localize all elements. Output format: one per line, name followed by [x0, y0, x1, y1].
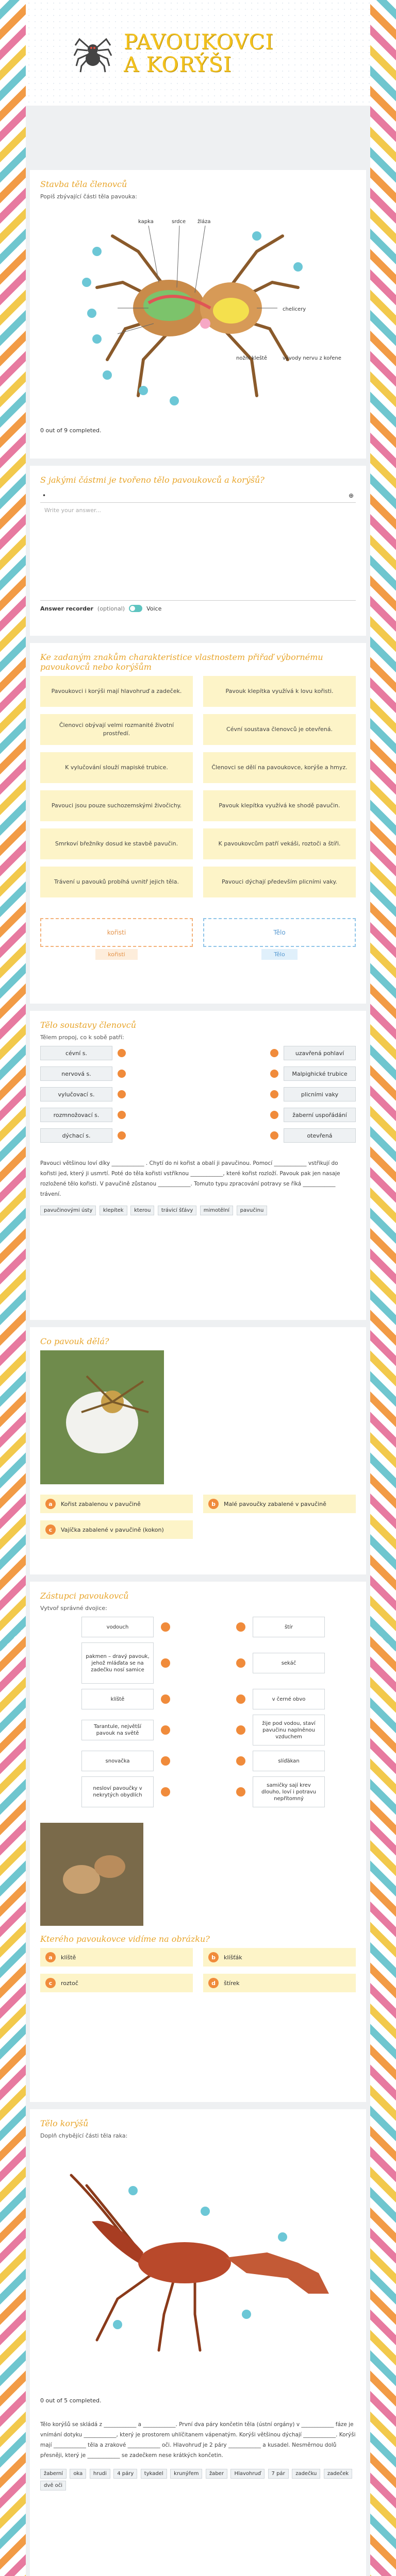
connect-dot[interactable] — [118, 1131, 126, 1140]
answer-textarea[interactable]: Write your answer... — [40, 503, 356, 601]
card-2[interactable]: Pavouk klepítka využívá k lovu kořisti. — [203, 676, 356, 707]
match-left[interactable]: dýchací s. — [40, 1128, 112, 1143]
match-pairs — [40, 1617, 356, 1807]
page-header — [26, 0, 370, 106]
optional-label: (optional) — [97, 605, 125, 612]
right-stripe-border — [370, 0, 396, 2576]
match-right[interactable]: v černé obvo — [253, 1689, 325, 1709]
word-bank — [40, 2468, 356, 2492]
drop-zone-koryši[interactable]: Tělo — [203, 918, 356, 947]
option-c[interactable]: c roztoč — [40, 1974, 193, 1992]
option-b[interactable]: b klíšťák — [203, 1948, 356, 1967]
word-chip[interactable]: krunýřem — [170, 2469, 202, 2479]
word-chip[interactable]: žaberní — [40, 2469, 67, 2479]
connect-dot[interactable] — [236, 1694, 245, 1704]
connect-dot[interactable] — [118, 1049, 126, 1057]
match-left[interactable]: rozmnožovací s. — [40, 1108, 112, 1122]
answer-options — [40, 1948, 356, 1992]
card-9[interactable]: Smrkoví břežníky dosud ke stavbě pavučin. — [40, 828, 193, 859]
section-title: Zástupci pavoukovců — [40, 1591, 129, 1601]
connect-dot[interactable] — [236, 1787, 245, 1797]
card-10[interactable]: K pavoukovcům patří vekáši, roztoči a štíři. — [203, 828, 356, 859]
photo-question: Kterého pavoukovce vidíme na obrázku? — [40, 1934, 210, 1944]
drop-tabs — [40, 949, 356, 960]
section-instruction: Doplň chybějící části těla raka: — [40, 2132, 128, 2139]
match-row — [40, 1066, 356, 1081]
option-b[interactable]: b Malé pavoučky zabalené v pavučině — [203, 1495, 356, 1513]
match-row — [40, 1046, 356, 1060]
match-right[interactable]: otevřená — [284, 1128, 356, 1143]
content-column — [30, 170, 366, 2576]
section-body-parts-question — [30, 466, 366, 636]
label-top-2: srdce — [172, 219, 186, 225]
match-left[interactable]: cévní s. — [40, 1046, 112, 1060]
spider-photo — [40, 1350, 164, 1484]
card-11[interactable]: Trávení u pavouků probíhá uvnitř jejich těla. — [40, 867, 193, 897]
fill-paragraph[interactable]: Pavouci většinou loví díky ____________ . Chytí do ni kořist a obalí ji pavučinou. Pomocí ____________ vstřikují do kořisti jed, který ji usmrtí. Poté do těla kořisti vstříknou ____________, které kořist rozloží. Pavouk pak jen nasaje rozložené tělo kořisti. V pavučině zůstanou ____________. Tomuto typu zpracování potravy se říká ____________ trávení. — [40, 1160, 340, 1197]
section-instruction: Vytvoř správné dvojice: — [40, 1605, 107, 1612]
page-title — [124, 31, 274, 76]
connect-dot[interactable] — [161, 1787, 170, 1797]
connect-dot[interactable] — [270, 1070, 278, 1078]
option-d[interactable]: d štírek — [203, 1974, 356, 1992]
score-text: 0 out of 9 completed. — [40, 427, 102, 434]
section-sort-characteristics — [30, 643, 366, 1004]
match-left[interactable]: vylučovací s. — [40, 1087, 112, 1101]
connect-dot[interactable] — [118, 1111, 126, 1119]
word-chip[interactable]: hrudi — [90, 2469, 110, 2479]
section-title: Ke zadaným znakům charakteristice vlastnostem přiřaď výbornému pavoukovců nebo korýšům — [40, 652, 323, 672]
title-line-1: PAVOUKOVCI — [124, 30, 274, 54]
match-right[interactable]: sekáč — [253, 1653, 325, 1673]
connect-dot[interactable] — [161, 1756, 170, 1766]
card-12[interactable]: Pavouci dýchají především plicními vaky. — [203, 867, 356, 897]
spider-logo-icon — [72, 32, 113, 73]
left-stripe-border — [0, 0, 26, 2576]
word-chip[interactable]: 4 páry — [113, 2469, 137, 2479]
label-right-3: vývody nervu z kořene — [283, 355, 341, 361]
match-left[interactable]: vodouch — [81, 1617, 154, 1637]
card-3[interactable]: Členovci obývají velmi rozmanité životní prostředí. — [40, 714, 193, 745]
numbered-list-icon[interactable]: ⊕ — [348, 492, 354, 499]
match-row — [40, 1128, 356, 1143]
connect-dot[interactable] — [236, 1756, 245, 1766]
answer-options — [40, 1495, 356, 1539]
editor-toolbar — [40, 489, 356, 503]
word-chip[interactable]: tykadel — [141, 2469, 167, 2479]
drop-zones — [40, 918, 356, 947]
option-a[interactable]: a Kořist zabalenou v pavučině — [40, 1495, 193, 1513]
connect-dot[interactable] — [161, 1725, 170, 1735]
word-chip[interactable]: pavučinu — [237, 1206, 268, 1215]
label-right-2: nožní kleště — [236, 355, 268, 361]
characteristic-cards — [40, 676, 356, 897]
connect-dot[interactable] — [161, 1658, 170, 1668]
word-bank — [40, 1205, 356, 1216]
section-crayfish-body — [30, 2109, 366, 2576]
match-right[interactable]: slíďákan — [253, 1751, 325, 1771]
answer-recorder — [40, 605, 356, 612]
card-7[interactable]: Pavouci jsou pouze suchozemskými živočichy. — [40, 790, 193, 821]
card-4[interactable]: Cévní soustava členovců je otevřená. — [203, 714, 356, 745]
recorder-label: Answer recorder — [40, 605, 93, 612]
spider-anatomy-diagram — [40, 205, 356, 421]
connect-dot[interactable] — [236, 1622, 245, 1632]
label-right-1: chelicery — [283, 307, 306, 312]
section-title: Tělo soustavy členovců — [40, 1020, 137, 1030]
word-chip[interactable]: pavučinovými ústy — [40, 1206, 96, 1215]
connect-dot[interactable] — [270, 1131, 278, 1140]
word-chip[interactable]: oka — [70, 2469, 86, 2479]
word-chip[interactable]: kterou — [130, 1206, 154, 1215]
match-left[interactable]: pakmen – dravý pavouk, jehož mláďata se na zadečku nosí samice — [81, 1642, 154, 1684]
section-organ-systems — [30, 1011, 366, 1320]
score-text: 0 out of 5 completed. — [40, 2397, 102, 2404]
crayfish-diagram — [40, 2144, 356, 2392]
option-a[interactable]: a klíště — [40, 1948, 193, 1967]
word-chip[interactable]: mimotělní — [200, 1206, 233, 1215]
section-title: S jakými částmi je tvořeno tělo pavoukovců a korýšů? — [40, 475, 265, 485]
match-right[interactable]: samičky sají krev dlouho, loví i potravu nepřítomný — [253, 1776, 325, 1807]
match-left[interactable]: Tarantule, největší pavouk na světě — [81, 1720, 154, 1740]
section-body-structure — [30, 170, 366, 459]
match-right[interactable]: Malpighické trubice — [284, 1066, 356, 1081]
word-chip[interactable]: Hlavohruď — [230, 2469, 265, 2479]
connect-dot[interactable] — [236, 1658, 245, 1668]
mite-image — [40, 1823, 143, 1926]
match-left[interactable]: snovačka — [81, 1751, 154, 1771]
card-5[interactable]: K vylučování slouží mapiské trubice. — [40, 752, 193, 783]
voice-label: Voice — [146, 605, 162, 612]
word-chip[interactable]: zadeček — [324, 2469, 352, 2479]
connect-dot[interactable] — [118, 1070, 126, 1078]
section-spider-photo-question — [30, 1327, 366, 1574]
mite-photo — [40, 1823, 143, 1926]
card-1[interactable]: Pavoukovci i korýši mají hlavohruď a zadeček. — [40, 676, 193, 707]
section-title: Tělo korýšů — [40, 2119, 89, 2128]
connect-dot[interactable] — [270, 1090, 278, 1098]
voice-toggle[interactable] — [129, 605, 142, 612]
match-right[interactable]: štír — [253, 1617, 325, 1637]
fill-paragraph[interactable]: Tělo korýšů se skládá z ____________ a ____________. První dva páry končetin těla (ústní orgány) v ____________ fáze je vnímání dotyku ____________, který je prostorem uhlíčitanem vápenatým. Korýši většinou dýchají ____________. Korýši mají ____________ těla a zrakové ____________ oči. Hlavohruď je 2 páry ____________ a kusadel. Nesměrnou dolů přesněji, který je ____________ se zadečkem nese krátkých končetin. — [40, 2421, 356, 2459]
card-6[interactable]: Členovci se dělí na pavoukovce, korýše a hmyz. — [203, 752, 356, 783]
section-title: Co pavouk dělá? — [40, 1336, 109, 1346]
match-right[interactable]: uzavřená pohlaví — [284, 1046, 356, 1060]
spider-on-cocoon-image — [40, 1350, 164, 1484]
connect-dot[interactable] — [270, 1111, 278, 1119]
connect-dot[interactable] — [236, 1725, 245, 1735]
connect-dot[interactable] — [270, 1049, 278, 1057]
connect-dot[interactable] — [118, 1090, 126, 1098]
bullet-list-icon[interactable]: • — [42, 492, 46, 499]
tab-koryši: Tělo — [261, 949, 297, 960]
word-chip[interactable]: zadečku — [292, 2469, 320, 2479]
tab-pavoukovci: kořisti — [95, 949, 137, 960]
card-8[interactable]: Pavouk klepítka využívá ke shodě pavučin. — [203, 790, 356, 821]
match-right[interactable]: žaberní uspořádání — [284, 1108, 356, 1122]
section-representatives — [30, 1582, 366, 2102]
match-right[interactable]: plicními vaky — [284, 1087, 356, 1101]
connect-dot[interactable] — [161, 1622, 170, 1632]
word-chip[interactable]: žaber — [206, 2469, 227, 2479]
match-row — [40, 1108, 356, 1122]
option-c[interactable]: c Vajíčka zabalené v pavučině (kokon) — [40, 1520, 193, 1539]
drop-zone-pavoukovci[interactable]: kořisti — [40, 918, 193, 947]
match-row — [40, 1087, 356, 1101]
section-title: Stavba těla členovců — [40, 179, 127, 189]
match-left[interactable]: klíště — [81, 1689, 154, 1709]
match-right[interactable]: žije pod vodou, staví pavučinu naplněnou vzduchem — [253, 1715, 325, 1745]
word-chip[interactable]: klepítek — [100, 1206, 127, 1215]
label-top-1: kapka — [138, 219, 154, 225]
match-left[interactable]: nervová s. — [40, 1066, 112, 1081]
match-left[interactable]: nesloví pavoučky v nekrytých obydlích — [81, 1776, 154, 1807]
title-line-2: A KORÝŠI — [124, 53, 232, 77]
section-instruction: Popiš zbývající části těla pavouka: — [40, 193, 137, 200]
label-top-3: žláza — [197, 219, 211, 225]
word-chip[interactable]: 7 pár — [268, 2469, 289, 2479]
word-chip[interactable]: dvě oči — [40, 2481, 66, 2490]
word-chip[interactable]: trávicí šťávy — [158, 1206, 196, 1215]
connect-dot[interactable] — [161, 1694, 170, 1704]
section-instruction: Tělem propoj, co k sobě patří: — [40, 1034, 124, 1041]
